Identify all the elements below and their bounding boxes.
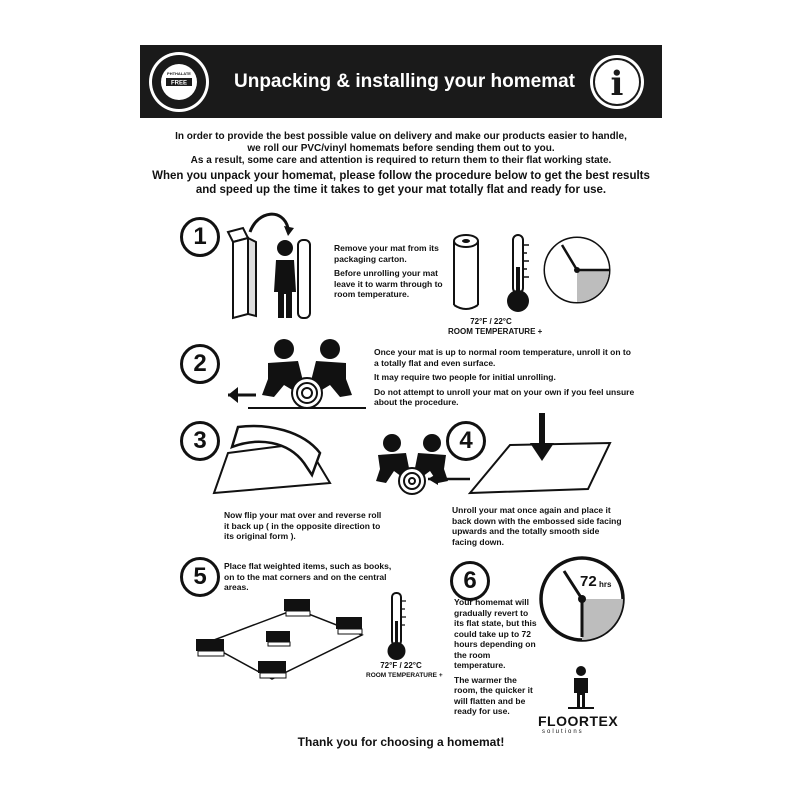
carton-unpacking-illustration — [228, 190, 323, 325]
intro-line-1: In order to provide the best possible value on delivery and make our products easier to handle, — [175, 131, 627, 142]
step-1-room-temperature: ROOM TEMPERATURE + — [448, 327, 543, 336]
books-on-mat-illustration — [196, 595, 366, 685]
phthalate-free-seal-icon — [148, 51, 210, 113]
thermometer-icon — [384, 591, 410, 663]
thank-you-footer: Thank you for choosing a homemat! — [297, 735, 505, 749]
step-1-temperature: 72°F / 22°C — [470, 317, 512, 326]
step-1-text-b: Before unrolling your mat leave it to warm through to room temperature. — [334, 268, 443, 299]
floortex-logo: FLOORTEX — [538, 713, 619, 729]
step-5-temperature: 72°F / 22°C — [380, 661, 422, 670]
step-5-text: Place flat weighted items, such as books, on to the mat corners and on the central areas. — [224, 561, 392, 592]
step-6-text-b: The warmer the room, the quicker it will flatten and be ready for use. — [454, 674, 533, 716]
step-2-text — [374, 347, 636, 412]
instruction-sheet — [140, 45, 662, 765]
clock-hours-value: 72 — [580, 573, 597, 590]
step-3-text: Now flip your mat over and reverse roll it back up ( in the opposite direction to its original form ). — [224, 510, 382, 541]
step-3-number: 3 — [180, 421, 220, 461]
step-2-text-b: It may require two people for initial unrolling. — [374, 372, 556, 382]
step-1-number: 1 — [180, 217, 220, 257]
step-5-room-temperature: ROOM TEMPERATURE + — [366, 672, 443, 679]
step-1-text-a: Remove your mat from its packaging carton. — [334, 243, 439, 264]
step-4-text: Unroll your mat once again and place it back down with the embossed side facing upwards and the totally smooth side facing down. — [452, 505, 622, 547]
clock-72-hours-icon — [538, 555, 626, 643]
floortex-logo-subtitle: solutions — [542, 729, 584, 735]
step-2-number: 2 — [180, 344, 220, 384]
step-1-text — [334, 243, 444, 304]
intro-line-3: As a result, some care and attention is required to return them to their flat working state. — [190, 155, 612, 166]
step-5-number: 5 — [180, 557, 220, 597]
svg-text:FREE: FREE — [170, 80, 188, 87]
intro-bold-line-1: When you unpack your homemat, please follow the procedure below to get the best results — [152, 170, 650, 182]
svg-text:i: i — [610, 64, 624, 104]
flipping-mat-illustration — [208, 423, 334, 495]
step-2-text-c: Do not attempt to unroll your mat on your own if you feel unsure about the procedure. — [374, 386, 635, 407]
rolled-mat-icon — [448, 233, 484, 313]
step-6-text — [454, 597, 540, 721]
page-title: Unpacking & installing your homemat — [234, 71, 575, 92]
info-icon — [588, 53, 646, 111]
step-6-number: 6 — [450, 561, 490, 601]
intro-bold-line-2: and speed up the time it takes to get your mat totally flat and ready for use. — [195, 184, 607, 196]
clock-hours-unit: hrs — [599, 580, 612, 589]
svg-text:PHTHALATE: PHTHALATE — [167, 71, 191, 76]
intro-line-2: we roll our PVC/vinyl homemats before sending them out to you. — [247, 143, 555, 154]
clock-icon — [542, 235, 612, 305]
thermometer-icon — [503, 233, 533, 315]
placing-mat-illustration — [470, 413, 612, 497]
header-banner — [140, 45, 662, 118]
step-4-number: 4 — [446, 421, 486, 461]
step-6-text-a: Your homemat will gradually revert to its flat state, but this could take up to 72 hours depending on the room temperature. — [454, 597, 537, 670]
step-2-text-a: Once your mat is up to normal room temperature, unroll it on to a totally flat and even surface. — [374, 347, 631, 368]
standing-person-icon — [566, 665, 596, 709]
two-people-unrolling-illustration — [228, 335, 368, 413]
